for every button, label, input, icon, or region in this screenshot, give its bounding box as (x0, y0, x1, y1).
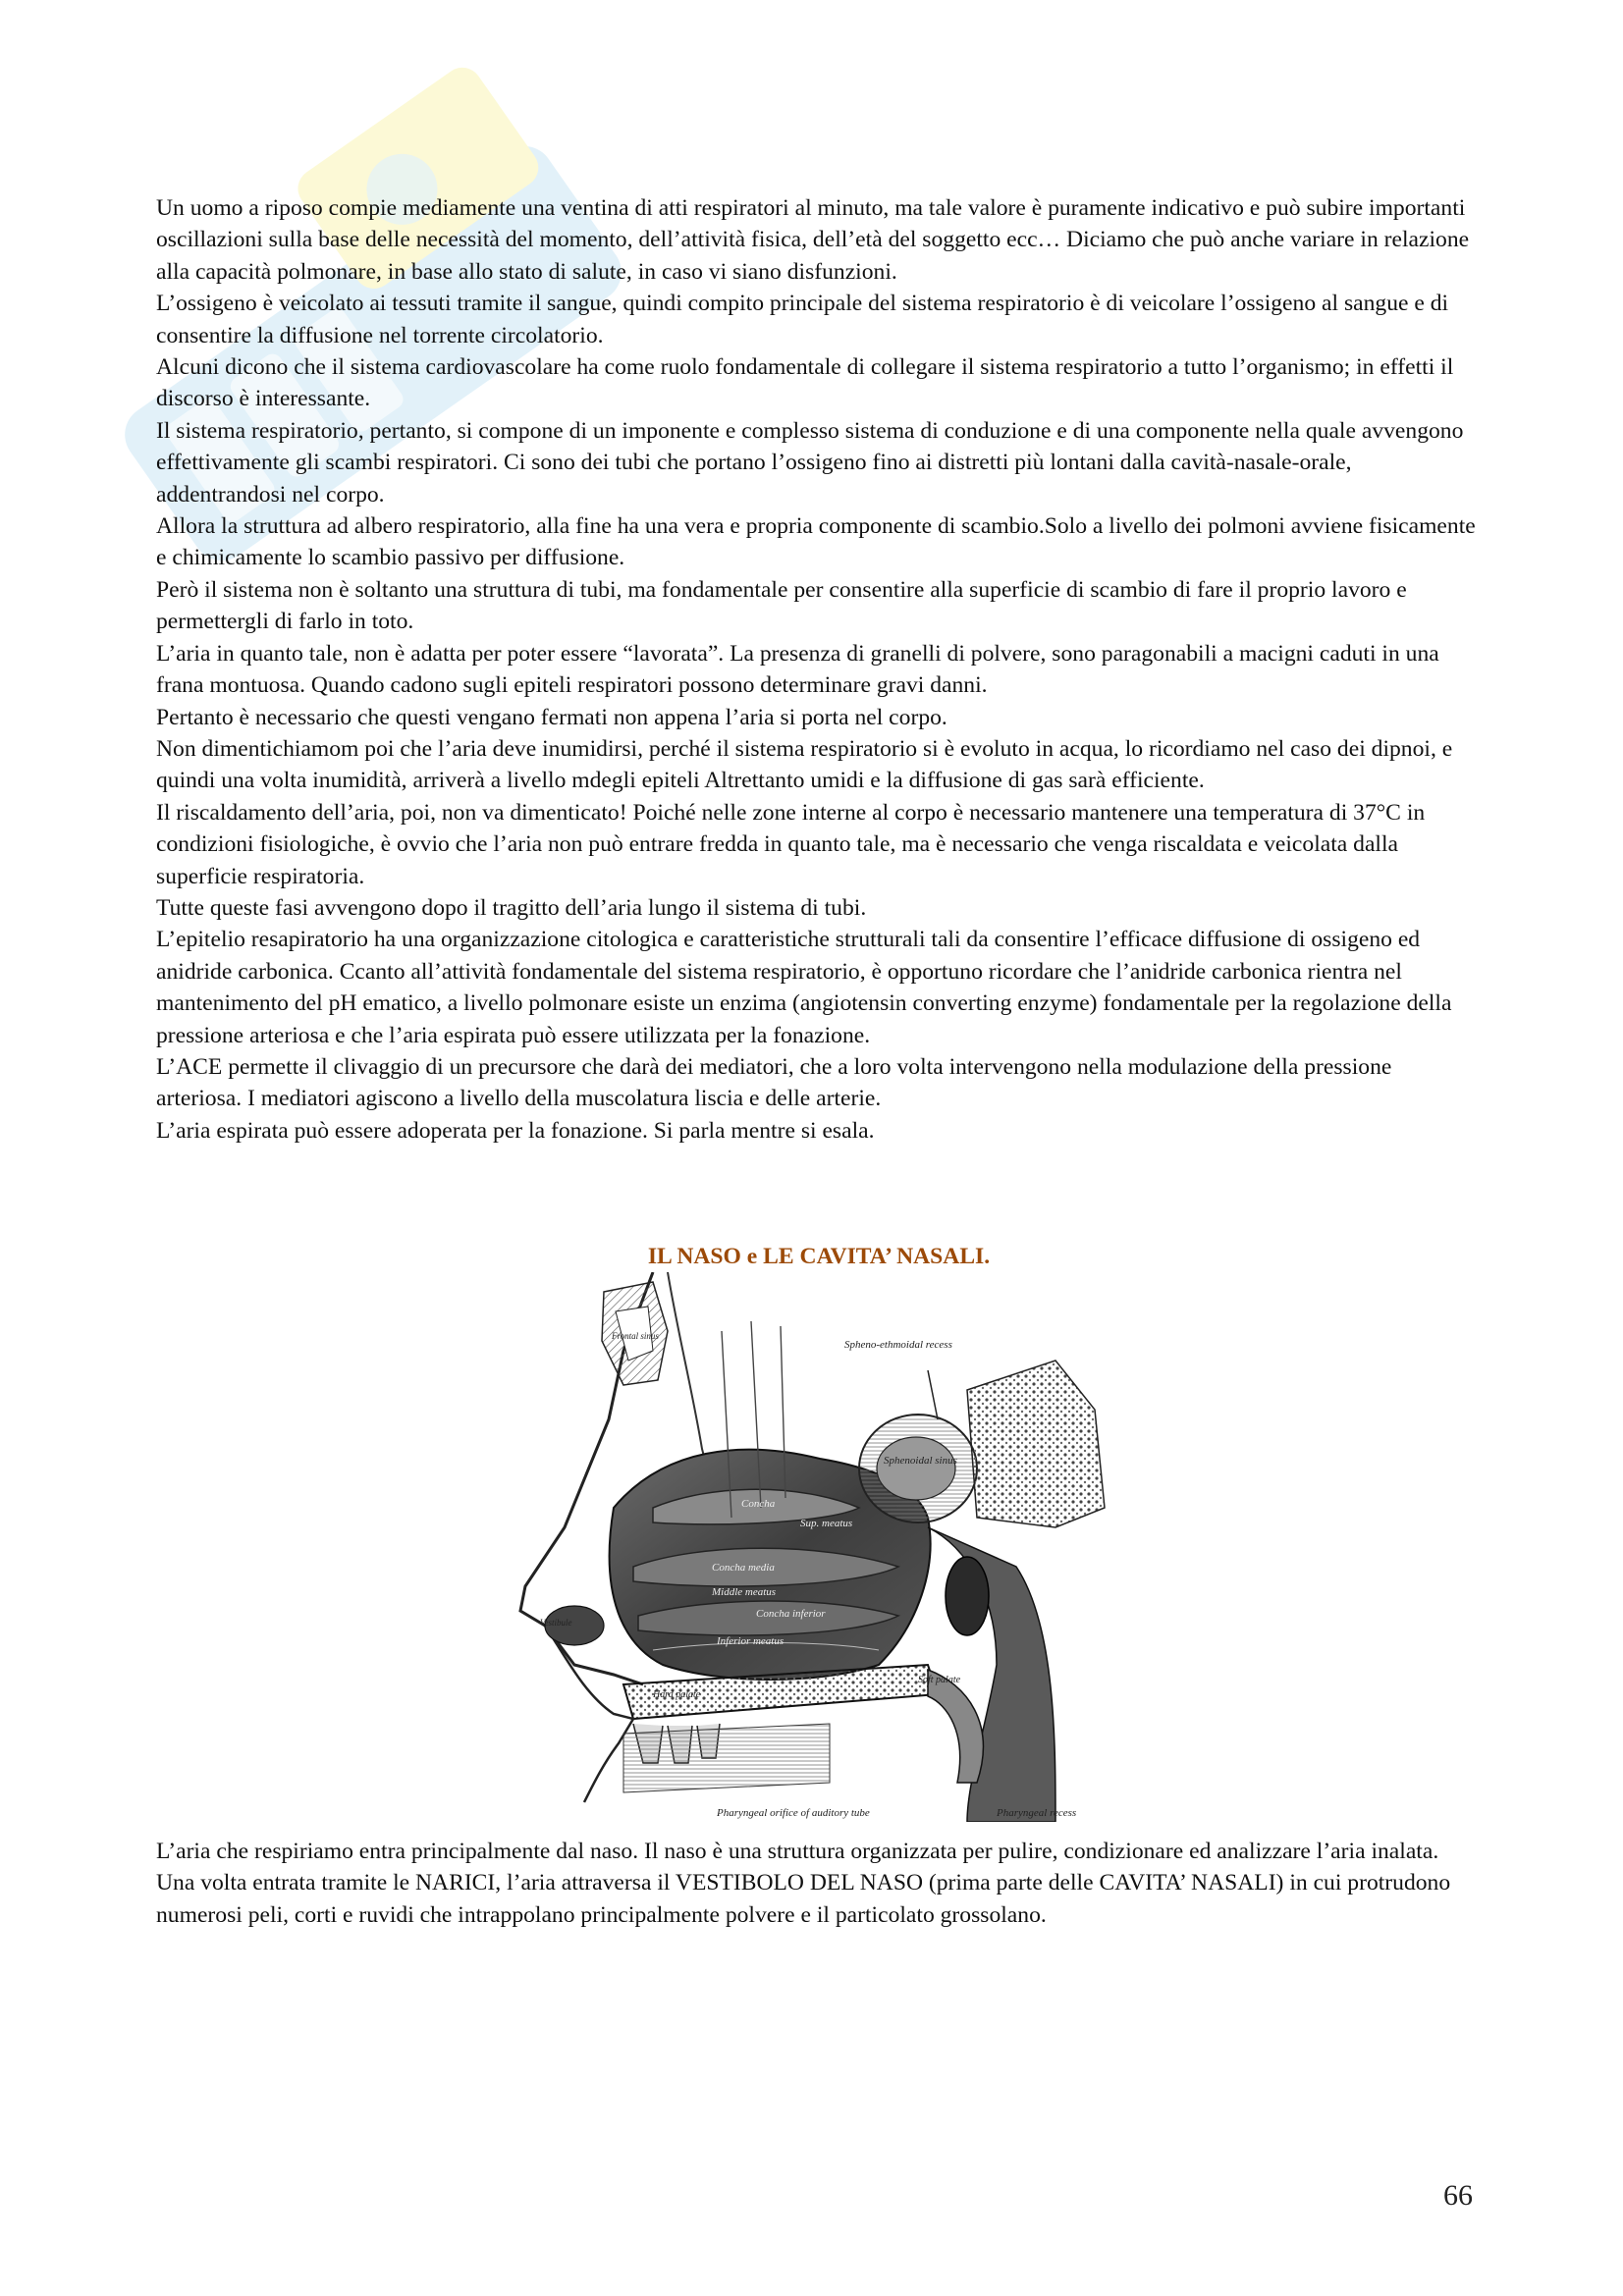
nasal-cavity-figure (506, 1272, 1134, 1822)
label-soft-palate: Soft palate (918, 1675, 961, 1685)
label-pharyngeal-recess: Pharyngeal recess (997, 1807, 1077, 1819)
label-inferior-meatus: Inferior meatus (717, 1635, 784, 1647)
paragraph: Pertanto è necessario che questi vengano fermati non appena l’aria si porta nel corpo. (156, 704, 947, 730)
paragraph: Il riscaldamento dell’aria, poi, non va dimenticato! Poiché nelle zone interne al corpo è necessario mantenere una temperatura di 37°C in condizioni fisiologiche, è ovvio che l’aria non può entrare fredda in quanto tale, ma è necessario che venga riscaldata e veicolata dalla superficie respiratoria. (156, 799, 1426, 889)
label-concha: Concha (741, 1498, 776, 1510)
label-spheno-ethmoidal-recess: Spheno-ethmoidal recess (844, 1339, 952, 1351)
label-frontal-sinus: Frontal sinus (612, 1331, 659, 1341)
label-hard-palate: Hard palate (653, 1689, 701, 1700)
label-middle-meatus: Middle meatus (712, 1586, 777, 1598)
label-pharyngeal-orifice: Pharyngeal orifice of auditory tube (717, 1807, 870, 1819)
paragraph: Allora la struttura ad albero respiratorio, alla fine ha una vera e propria componente di scambio.Solo a livello dei polmoni avviene fisicamente e chimicamente lo scambio passivo per diffusione. (156, 513, 1476, 571)
paragraph: L’ACE permette il clivaggio di un precursore che darà dei mediatori, che a loro volta intervengono nella modulazione della pressione arteriosa. I mediatori agiscono a livello della muscolatura liscia e delle arterie. (156, 1053, 1392, 1112)
page-number: 66 (1443, 2179, 1473, 2212)
label-concha-media: Concha media (712, 1562, 775, 1574)
label-concha-inferior: Concha inferior (756, 1608, 826, 1620)
paragraph: Non dimentichiamom poi che l’aria deve inumidirsi, perché il sistema respiratorio si è evoluto in acqua, lo ricordiamo nel caso dei dipnoi, e quindi una volta inumidità, arriverà a livello mdegli epiteli Altrettanto umidi e la diffusione di gas sarà efficiente. (156, 735, 1453, 794)
label-sphenoidal-sinus: Sphenoidal sinus (884, 1455, 957, 1467)
paragraph: Tutte queste fasi avvengono dopo il tragitto dell’aria lungo il sistema di tubi. (156, 894, 867, 921)
paragraph: L’ossigeno è veicolato ai tessuti tramite il sangue, quindi compito principale del sistema respiratorio è di veicolare l’ossigeno al sangue e di consentire la diffusione nel torrente circolatorio. (156, 291, 1449, 348)
section-heading: IL NASO e LE CAVITA’ NASALI. (647, 1244, 991, 1269)
paragraph: L’aria in quanto tale, non è adatta per poter essere “lavorata”. La presenza di granelli di polvere, sono paragonabili a macigni caduti in una frana montuosa. Quando cadono sugli epiteli respiratori possono determinare gravi danni. (156, 640, 1439, 699)
body-text (156, 192, 1482, 1147)
label-sup-meatus: Sup. meatus (800, 1518, 853, 1529)
paragraph: Però il sistema non è soltanto una struttura di tubi, ma fondamentale per consentire alla superficie di scambio di fare il proprio lavoro e permettergli di farlo in toto. (156, 576, 1407, 635)
paragraph: L’aria che respiriamo entra principalmente dal naso. Il naso è una struttura organizzata per pulire, condizionare ed analizzare l’aria inalata. Una volta entrata tramite le NARICI, l’aria attraversa il VESTIBOLO DEL NASO (prima parte delle CAVITA’ NASALI) in cui protrudono numerosi peli, corti e ruvidi che intrappolano principalmente polvere e il particolato grossolano. (156, 1839, 1451, 1928)
label-vestibule: Vestibule (540, 1618, 572, 1628)
paragraph: Un uomo a riposo compie mediamente una ventina di atti respiratori al minuto, ma tale valore è puramente indicativo e può subire importanti oscillazioni sulla base delle necessità del momento, dell’attività fisica, dell’età del soggetto ecc… Diciamo che può anche variare in relazione alla capacità polmonare, in base allo stato di salute, in caso vi siano disfunzioni. (156, 195, 1470, 285)
paragraph: Alcuni dicono che il sistema cardiovascolare ha come ruolo fondamentale di collegare il sistema respiratorio a tutto l’organismo; in effetti il discorso è interessante. (156, 354, 1454, 412)
closing-text (156, 1836, 1482, 1931)
paragraph: L’epitelio resapiratorio ha una organizzazione citologica e caratteristiche strutturali tali da consentire l’efficace diffusione di ossigeno ed anidride carbonica. Ccanto all’attività fondamentale del sistema respiratorio, è opportuno ricordare che l’anidride carbonica rientra nel mantenimento del pH ematico, a livello polmonare esiste un enzima (angiotensin converting enzyme) fondamentale per la regolazione della pressione arteriosa e che l’aria espirata può essere utilizzata per la fonazione. (156, 927, 1452, 1048)
paragraph: L’aria espirata può essere adoperata per la fonazione. Si parla mentre si esala. (156, 1117, 875, 1144)
nasal-cavity-illustration (506, 1272, 1134, 1822)
paragraph: Il sistema respiratorio, pertanto, si compone di un imponente e complesso sistema di conduzione e di una componente nella quale avvengono effettivamente gli scambi respiratori. Ci sono dei tubi che portano l’ossigeno fino ai distretti più lontani dalla cavità-nasale-orale, addentrandosi nel corpo. (156, 417, 1464, 507)
